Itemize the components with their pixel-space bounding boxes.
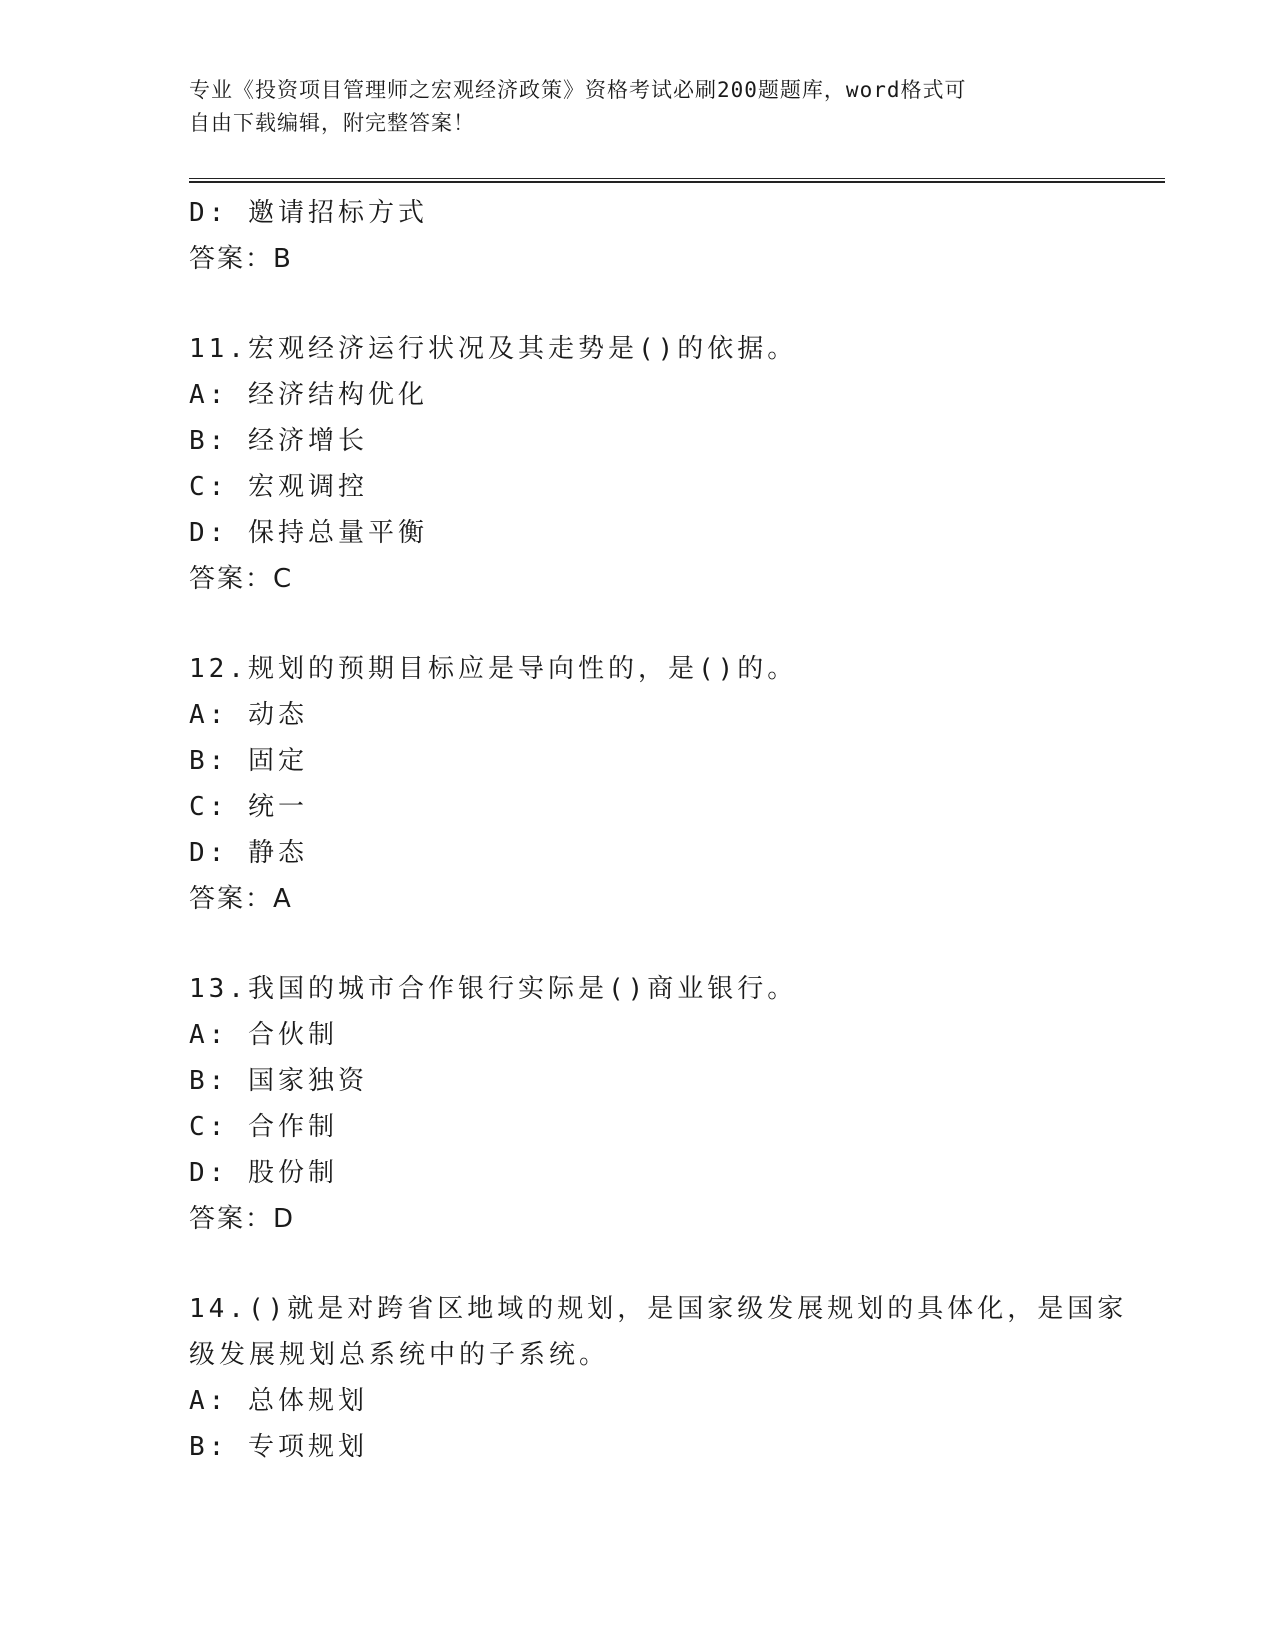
option-b: B: 专项规划	[189, 1432, 368, 1462]
header-divider	[189, 178, 1165, 183]
option-d: D: 静态	[189, 838, 308, 868]
header-title-line-1: 专业《投资项目管理师之宏观经济政策》资格考试必刷200题题库，word格式可	[189, 78, 967, 102]
option-a: A: 动态	[189, 700, 308, 730]
answer-line: 答案：A	[189, 884, 293, 914]
option-d: D: 股份制	[189, 1158, 338, 1188]
answer-line: 答案：C	[189, 564, 294, 594]
answer-line: 答案：D	[189, 1204, 296, 1234]
spacer	[189, 1242, 1089, 1286]
question-11	[189, 326, 1089, 602]
question-10-tail	[189, 190, 1089, 282]
question-stem: 12.规划的预期目标应是导向性的，是()的。	[189, 654, 798, 684]
spacer	[189, 282, 1089, 326]
option-d: D: 邀请招标方式	[189, 198, 428, 228]
option-c: C: 合作制	[189, 1112, 338, 1142]
spacer	[189, 922, 1089, 966]
question-stem: 13.我国的城市合作银行实际是()商业银行。	[189, 974, 798, 1004]
option-b: B: 国家独资	[189, 1066, 368, 1096]
question-14	[189, 1286, 1128, 1470]
option-a: A: 总体规划	[189, 1386, 368, 1416]
option-a: A: 经济结构优化	[189, 380, 428, 410]
spacer	[189, 602, 1089, 646]
option-c: C: 宏观调控	[189, 472, 368, 502]
question-12	[189, 646, 1089, 922]
question-stem-line-1: 14.()就是对跨省区地域的规划，是国家级发展规划的具体化，是国家	[189, 1294, 1128, 1324]
question-stem: 11.宏观经济运行状况及其走势是()的依据。	[189, 334, 798, 364]
option-b: B: 经济增长	[189, 426, 368, 456]
option-a: A: 合伙制	[189, 1020, 338, 1050]
option-b: B: 固定	[189, 746, 308, 776]
option-d: D: 保持总量平衡	[189, 518, 428, 548]
page-header	[189, 74, 1069, 140]
question-list	[189, 190, 1128, 1470]
header-title-line-2: 自由下载编辑，附完整答案！	[189, 111, 475, 135]
question-13	[189, 966, 1089, 1242]
question-stem-line-2: 级发展规划总系统中的子系统。	[189, 1340, 610, 1370]
answer-line: 答案：B	[189, 244, 293, 274]
option-c: C: 统一	[189, 792, 308, 822]
